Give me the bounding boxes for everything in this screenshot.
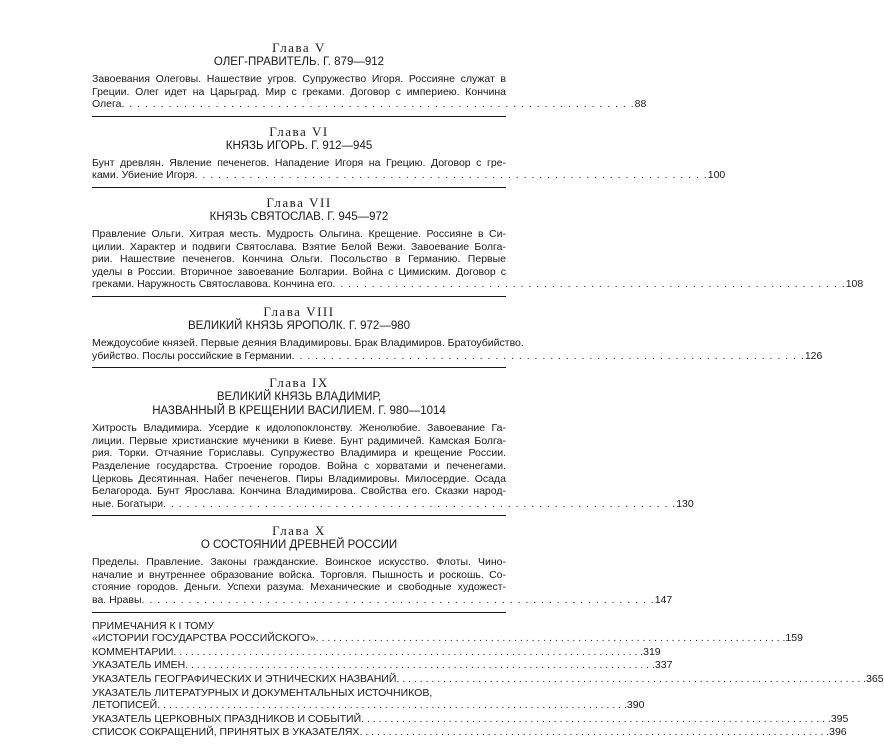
chapter-title-line: НАЗВАННЫЙ В КРЕЩЕНИИ ВАСИЛИЕМ. Г. 980—1014 [152,405,446,418]
summary-text: цилии. Характер и подвиги Святослава. Взятие Белой Вежи. Завоевание Болга- [92,240,506,253]
summary-line [92,447,506,460]
appendix-text: УКАЗАТЕЛЬ ЛИТЕРАТУРНЫХ И ДОКУМЕНТАЛЬНЫХ ИСТОЧНИКОВ, [92,686,433,699]
appendix-text: КОММЕНТАРИИ [92,645,174,658]
summary-line [92,594,673,607]
divider [92,116,506,117]
dot-leader: . . . . . . . . . . . . . . . . . . . . . . . . . . . . . . . . . . . . . . . . . . . . . . . . . . . . . . . . . . . . . . . . . . [194,169,708,182]
chapter-list [92,40,864,613]
summary-text: греками. Наружность Святославова. Кончина его [92,278,333,291]
summary-text: Греции. Олег идет на Царьград. Мир с греками. Договор с империею. Кончина [92,85,506,98]
dot-leader [316,632,786,645]
summary-text: Хитрость Владимира. Усердие к идолопоклонству. Женолюбие. Завоевание Га- [92,422,506,435]
appendix-entry [92,673,884,686]
chapter-title [92,319,506,333]
summary-line [92,460,506,473]
summary-line [92,228,506,241]
page-number: 365 [866,673,884,686]
summary-text: убийство. Послы российские в Германии [92,349,292,362]
dot-leader [361,713,831,726]
summary-text: лиции. Первые христианские мученики в Киеве. Бунт радимичей. Камская Болга- [92,434,506,447]
summary-text: ные. Богатыри [92,497,164,510]
chapter-summary [92,156,726,182]
chapter-entry [92,194,864,297]
summary-line [92,86,506,99]
chapter-number: Глава VIII [263,303,335,319]
summary-text: Олега [92,98,122,111]
dot-leader [359,726,829,739]
summary-line [92,336,524,350]
page-number: 159 [785,632,803,645]
dot-leader: . . . . . . . . . . . . . . . . . . . . . . . . . . . . . . . . . . . . . . . . . . . . . . . . . . . . . . . . . . . . . . . . . . [121,98,635,111]
divider [92,187,506,188]
dot-leader [185,659,655,672]
page-number: 147 [654,594,673,607]
page-number: 319 [643,645,661,658]
appendix-line [92,632,803,645]
chapter-summary [92,556,673,607]
summary-text: Разделение государства. Строение городов. Война с хорватами и печенегами. [92,459,506,472]
summary-line [92,98,647,111]
chapter-title-line: ВЕЛИКИЙ КНЯЗЬ ЯРОПОЛК. Г. 972—980 [187,319,411,332]
page-number: 390 [626,699,645,712]
summary-text: Белагорода. Бунт Ярослава. Кончина Владимирова. Свойства его. Сказки народ- [92,485,506,498]
appendix-line [92,673,884,686]
summary-line [92,349,823,363]
chapter-title [92,139,506,153]
chapter-number: Глава VII [266,194,332,210]
chapter-summary [92,422,694,510]
appendix-entry [92,659,673,672]
dot-leader: . . . . . . . . . . . . . . . . . . . . . . . . . . . . . . . . . . . . . . . . . . . . . . . . . . . . . . . . . . . . . . . . . . [163,497,677,510]
summary-text: Пределы. Правление. Законы гражданские. Воинское искусство. Флоты. Чино- [92,556,506,569]
dot-leader [173,646,643,659]
chapter-entry [92,123,726,188]
chapter-entry [92,303,823,368]
dot-leader [157,699,627,712]
appendix-entry [92,645,661,659]
summary-line [92,253,506,266]
chapter-entry [92,523,673,612]
chapter-number: Глава IX [269,375,329,391]
summary-text: Бунт древлян. Явление печенегов. Нападение Игоря на Грецию. Договор с гре- [92,156,506,169]
chapter-summary [92,227,864,291]
appendix-entry [92,726,847,739]
summary-text: Церковь Десятинная. Набег печенегов. Пиры Владимировы. Милосердие. Осада [92,472,506,485]
chapter-number: Глава V [272,40,326,55]
summary-line [92,473,506,486]
divider [92,515,506,516]
appendix-text: ПРИМЕЧАНИЯ К I ТОМУ [92,619,214,632]
summary-line [92,266,506,279]
summary-line [92,169,726,182]
summary-line [92,73,506,86]
table-of-contents [92,40,884,740]
summary-line [92,435,506,448]
chapter-entry [92,375,694,516]
page-number: 337 [654,659,673,672]
page-number: 126 [804,349,823,362]
appendix-list [92,619,884,739]
appendix-entry [92,686,645,712]
chapter-number: Глава VI [269,123,329,139]
page-number: 100 [707,169,726,182]
chapter-title-line: ВЕЛИКИЙ КНЯЗЬ ВЛАДИМИР, [216,391,382,404]
chapter-title-line: О СОСТОЯНИИ ДРЕВНЕЙ РОССИИ [200,539,398,552]
dot-leader: . . . . . . . . . . . . . . . . . . . . . . . . . . . . . . . . . . . . . . . . . . . . . . . . . . . . . . . . . . . . . . . . . . [332,278,846,291]
appendix-line [92,699,645,712]
summary-text: Междоусобие князей. Первые деяния Владимировы. Брак Владимиров. Братоубийство. [92,336,524,349]
appendix-line [92,659,673,672]
chapter-number: Глава X [272,523,326,539]
divider [92,367,506,368]
chapter-entry [92,40,647,117]
summary-text: Завоевания Олеговы. Нашествие угров. Супружество Игоря. Россияне служат в [92,73,506,85]
page-number: 396 [829,726,847,739]
chapter-title-line: КНЯЗЬ ИГОРЬ. Г. 912—945 [225,139,373,152]
chapter-summary [92,73,647,111]
page-number: 88 [634,98,647,111]
appendix-line [92,726,847,739]
summary-text: началие и внутреннее образование войска. Торговля. Пышность и роскошь. Со- [92,568,506,581]
divider [92,296,506,297]
dot-leader: . . . . . . . . . . . . . . . . . . . . . . . . . . . . . . . . . . . . . . . . . . . . . . . . . . . . . . . . . . . . . . . . . . [291,349,805,362]
dot-leader: . . . . . . . . . . . . . . . . . . . . . . . . . . . . . . . . . . . . . . . . . . . . . . . . . . . . . . . . . . . . . . . . . . [141,594,655,607]
appendix-text: УКАЗАТЕЛЬ ЦЕРКОВНЫХ ПРАЗДНИКОВ И СОБЫТИЙ [92,712,362,725]
page-number: 395 [830,712,849,725]
summary-text: ками. Убиение Игоря [92,169,195,182]
summary-line [92,241,506,254]
chapter-title [92,538,506,552]
divider [92,612,506,613]
summary-line [92,569,506,582]
summary-text: рия. Торки. Отчаяние Гориславы. Супружество Владимира и крещение России. [92,447,506,460]
summary-text: уделы в России. Вторичное завоевание Болгарии. Война с Цимиским. Договор с [92,265,506,278]
summary-text: ва. Нравы [92,594,142,607]
summary-line [92,497,694,511]
appendix-line [92,645,661,659]
summary-line [92,556,506,569]
summary-line [92,157,506,170]
page-number: 130 [676,497,694,510]
chapter-title-line: ОЛЕГ-ПРАВИТЕЛЬ. Г. 879—912 [213,56,385,68]
appendix-text: УКАЗАТЕЛЬ ИМЕН [92,659,186,672]
chapter-title-line: КНЯЗЬ СВЯТОСЛАВ. Г. 945—972 [209,210,389,223]
chapter-title [92,390,506,418]
appendix-line [92,687,506,700]
page-number: 108 [845,278,864,291]
summary-line [92,422,506,435]
appendix-text: УКАЗАТЕЛЬ ГЕОГРАФИЧЕСКИХ И ЭТНИЧЕСКИХ НАЗВАНИЙ [92,673,397,686]
appendix-line [92,620,506,633]
summary-text: рии. Нашествие печенегов. Кончина Ольги. Посольство в Германию. Первые [92,253,506,266]
appendix-text: СПИСОК СОКРАЩЕНИЙ, ПРИНЯТЫХ В УКАЗАТЕЛЯХ [92,726,360,739]
chapter-title [92,210,506,224]
appendix-text: «ИСТОРИИ ГОСУДАРСТВА РОССИЙСКОГО» [92,632,316,645]
summary-text: стояние городов. Деньги. Успехи разума. Механические и свободные художест- [92,581,506,594]
appendix-entry [92,712,849,726]
appendix-entry [92,619,803,645]
summary-text: Правление Ольги. Хитрая месть. Мудрость Ольгина. Крещение. Россияне в Си- [92,227,506,240]
chapter-summary [92,336,823,362]
chapter-title [92,55,506,69]
summary-line [92,581,506,594]
summary-line [92,278,864,291]
summary-line [92,485,506,498]
dot-leader [396,673,866,686]
appendix-line [92,712,849,726]
appendix-text: ЛЕТОПИСЕЙ [92,699,158,712]
